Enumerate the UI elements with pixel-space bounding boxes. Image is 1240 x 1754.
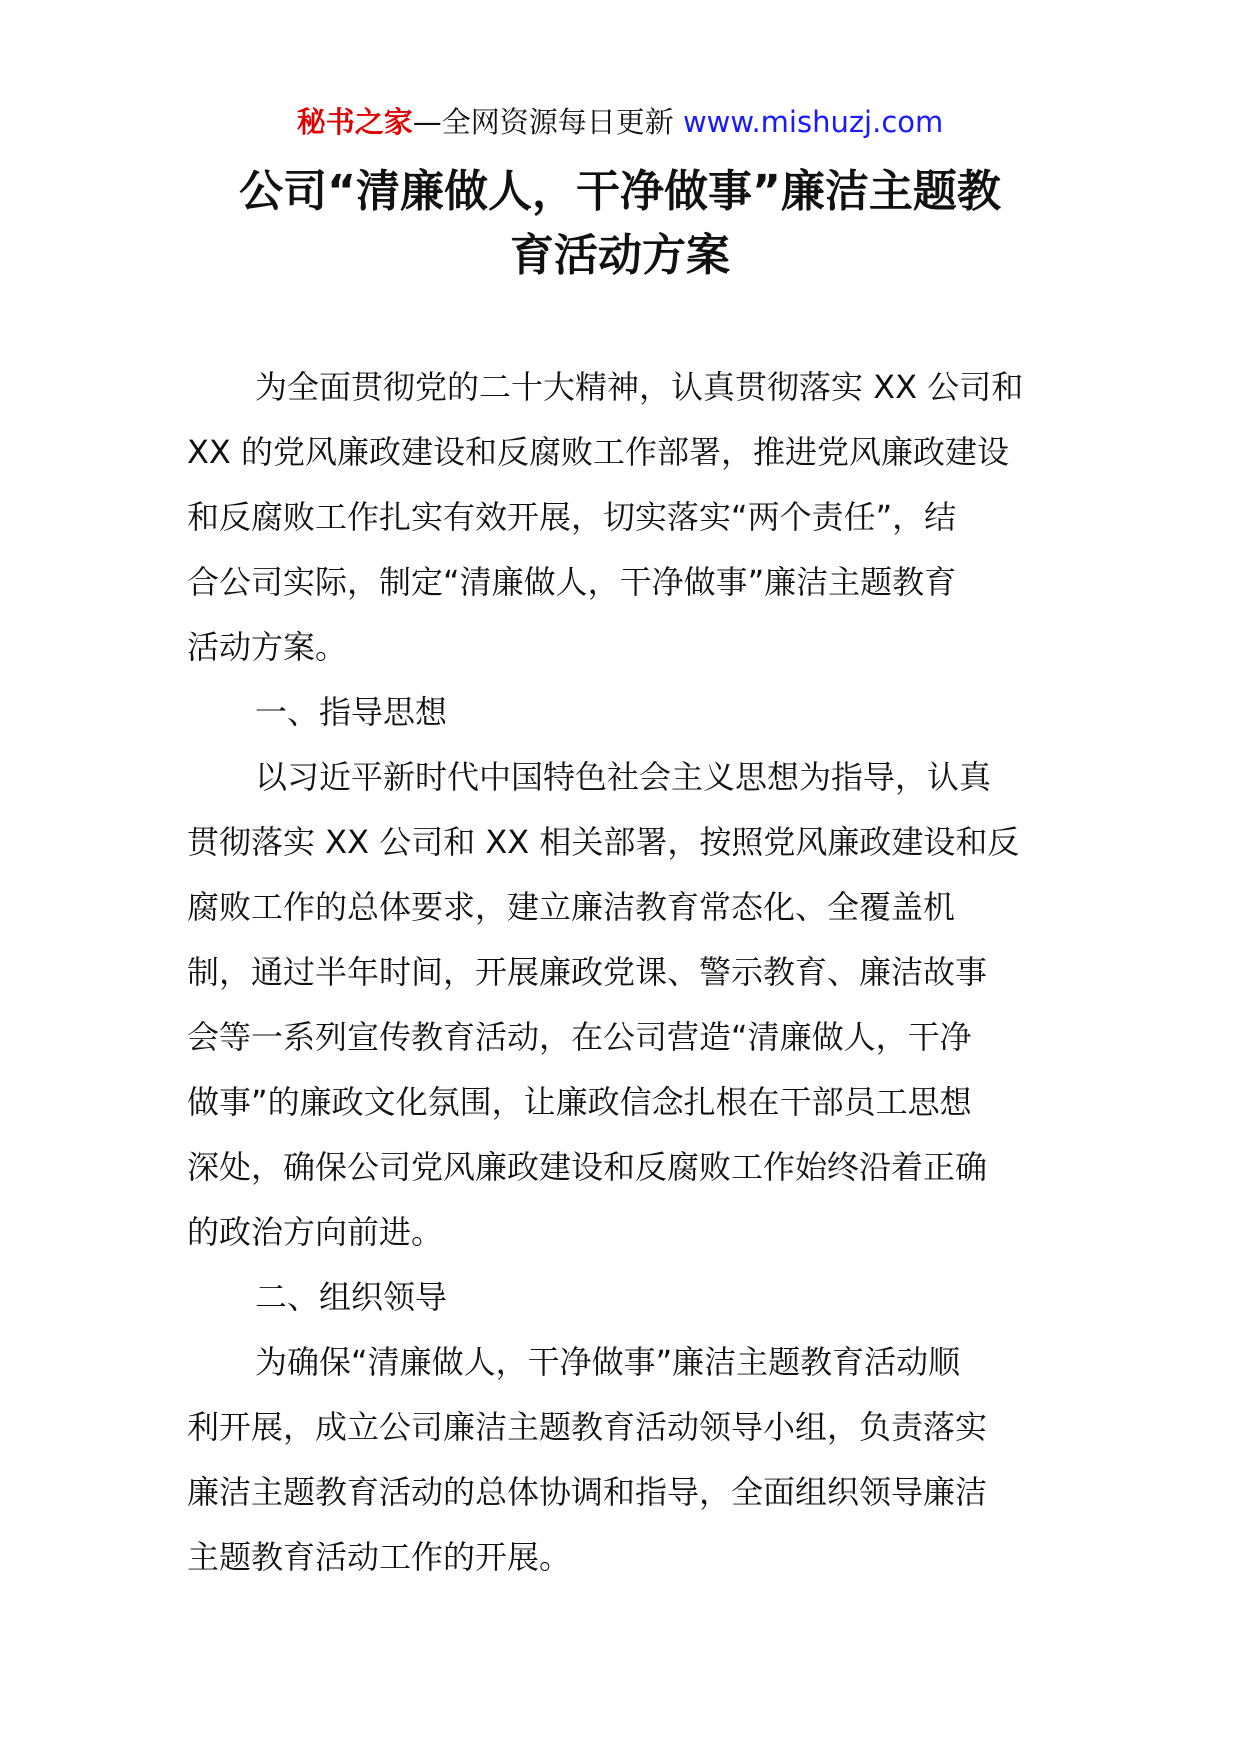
guiding-paragraph-line: 做事”的廉政文化氛围，让廉政信念扎根在干部员工思想 xyxy=(187,1083,972,1121)
section-heading-organization: 二、组织领导 xyxy=(255,1278,448,1316)
guiding-paragraph-line: 的政治方向前进。 xyxy=(187,1213,444,1251)
site-url-link[interactable]: www.mishuzj.com xyxy=(682,105,944,139)
title-line-1: 公司“清廉做人，干净做事”廉洁主题教 xyxy=(239,166,1001,217)
organization-paragraph-line: 廉洁主题教育活动的总体协调和指导，全面组织领导廉洁 xyxy=(187,1473,988,1511)
guiding-paragraph-line: 腐败工作的总体要求，建立廉洁教育常态化、全覆盖机 xyxy=(187,888,956,926)
guiding-paragraph-line: 以习近平新时代中国特色社会主义思想为指导，认真 xyxy=(255,758,992,796)
intro-paragraph-line: 和反腐败工作扎实有效开展，切实落实“两个责任”，结 xyxy=(187,498,957,536)
header-tagline: —全网资源每日更新 xyxy=(412,105,674,139)
intro-paragraph-line: XX 的党风廉政建设和反腐败工作部署，推进党风廉政建设 xyxy=(187,433,1010,471)
organization-paragraph-line: 利开展，成立公司廉洁主题教育活动领导小组，负责落实 xyxy=(187,1408,988,1446)
guiding-paragraph-line: 制，通过半年时间，开展廉政党课、警示教育、廉洁故事 xyxy=(187,953,988,991)
organization-paragraph-line: 为确保“清廉做人，干净做事”廉洁主题教育活动顺 xyxy=(255,1343,961,1381)
guiding-paragraph-line: 深处，确保公司党风廉政建设和反腐败工作始终沿着正确 xyxy=(187,1148,988,1186)
document-title xyxy=(180,160,1060,288)
intro-paragraph-line: 合公司实际，制定“清廉做人，干净做事”廉洁主题教育 xyxy=(187,563,957,601)
intro-paragraph-line: 为全面贯彻党的二十大精神，认真贯彻落实 XX 公司和 xyxy=(255,368,1024,406)
intro-paragraph-line: 活动方案。 xyxy=(187,628,348,666)
brand-name: 秘书之家 xyxy=(296,105,413,139)
section-heading-guiding-thought: 一、指导思想 xyxy=(255,693,448,731)
site-header xyxy=(0,102,1240,142)
document-body xyxy=(187,355,1055,1590)
organization-paragraph-line: 主题教育活动工作的开展。 xyxy=(187,1538,572,1576)
title-line-2: 育活动方案 xyxy=(510,230,730,281)
guiding-paragraph-line: 贯彻落实 XX 公司和 XX 相关部署，按照党风廉政建设和反 xyxy=(187,823,1020,861)
guiding-paragraph-line: 会等一系列宣传教育活动，在公司营造“清廉做人，干净 xyxy=(187,1018,972,1056)
